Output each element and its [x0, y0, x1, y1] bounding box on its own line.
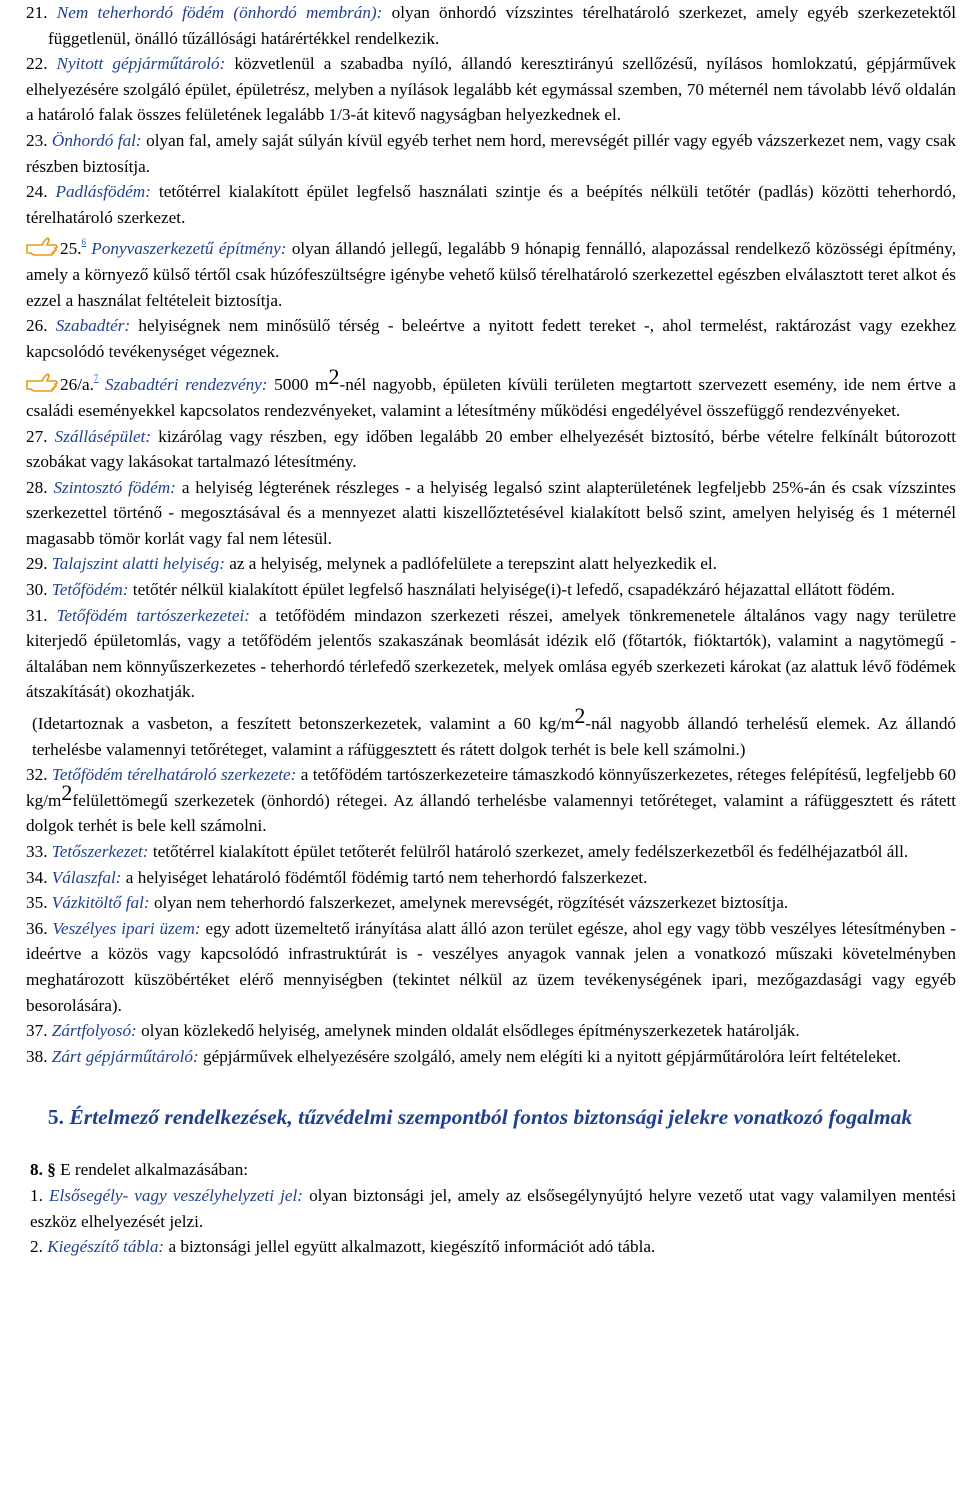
item-2 [4, 1234, 956, 1260]
paragraph-24 [4, 179, 956, 230]
paragraph-31-note [4, 703, 957, 762]
section-symbol: § [47, 1160, 56, 1180]
definition-text: kizárólag vagy részben, egy időben legalább 20 ember elhelyezését biztosító, bérbe vételre felkínált bútorozott szobákat vagy lakásokat tartalmazó létesítmény. [26, 426, 957, 472]
paragraph-number: 33. [26, 842, 48, 861]
superscript: 2 [328, 364, 340, 390]
paragraph-28 [4, 475, 956, 552]
paragraph-number: 27. [26, 426, 48, 446]
paragraph-30 [4, 577, 956, 603]
defined-term: Kiegészítő tábla: [47, 1237, 165, 1257]
paragraph-34 [4, 865, 956, 891]
section-text: E rendelet alkalmazásában: [60, 1160, 249, 1180]
paragraph-37 [4, 1018, 956, 1044]
defined-term: Szabadtér: [55, 316, 131, 336]
superscript: 2 [61, 779, 73, 805]
definition-text: olyan fal, amely saját súlyán kívül egyéb terhet nem hord, merevségét pillér vagy egyéb vázszerkezet nem, vagy csak részben biztosítja. [26, 130, 956, 176]
paragraph-number: 29. [26, 554, 48, 574]
definition-text: a helyiség légterének részleges - a helyiség legalsó szint alapterületének legfeljebb 25%-án és csak vízszintes szerkezettel történő - megosztásával és a mennyezet alatti kiszellőztetésével kialakított belső szint, amelyen helyiség és 1 méternél magasabb tömör korlát vagy fal nem létesül. [26, 477, 957, 548]
paragraph-23 [4, 128, 956, 179]
definition-text: az a helyiség, melynek a padlófelülete a terepszint alatt helyezkedik el. [224, 554, 717, 574]
section-number: 8. [30, 1160, 43, 1180]
defined-term: Önhordó fal: [51, 130, 142, 150]
chapter-heading [4, 1101, 956, 1133]
chapter-number: 5. [47, 1105, 65, 1130]
definition-text: a helyiséget lehatároló födémtől födémig tartó nem teherhordó falszerkezet. [121, 867, 648, 887]
paragraph-number: 31. [26, 605, 48, 625]
paragraph-number: 32. [26, 765, 48, 785]
definition-text: tetőtérrel kialakított épület legfelső használati szintje és a beépítés nélküli tetőtér (padlás) közötti teherhordó, térelhatároló szerkezet. [26, 182, 957, 227]
defined-term: Talajszint alatti helyiség: [51, 554, 225, 574]
paragraph-number: 24. [26, 182, 48, 202]
defined-term: Nyitott gépjárműtároló: [56, 54, 226, 74]
paragraph-number: 26. [26, 316, 48, 336]
paragraph-27 [4, 424, 956, 475]
paragraph-number: 30. [26, 580, 48, 600]
definition-text: tetőtér nélkül kialakított épület legfelső használati helyisége(i)-t lefedő, csapadékzáró héjazattal ellátott födém. [128, 580, 895, 600]
definition-text: 5000 m [267, 375, 329, 395]
paragraph-number: 37. [26, 1021, 48, 1041]
definition-text: felülettömegű szerkezetek (önhordó) rétegei. Az állandó terhelésbe valamennyi tetőréteget, valamint a ráfüggesztett és rátett dolgok terhét is bele kell számolni. [26, 790, 956, 836]
defined-term: Szállásépület: [54, 426, 152, 446]
definition-text: közvetlenül a szabadba nyíló, állandó keresztirányú szellőzésű, nyílásos homlokzatú, gépjárművek elhelyezésére szolgáló épület, épületrész, melyben a nyílások legalább két egymással szemben, 70 méternél nem távolabb lévő oldalán a határoló falak összes felületének legalább 1/3-át kitevő nagyságban helyezkednek el. [26, 54, 956, 125]
paragraph-32 [4, 762, 956, 839]
defined-term: Zártfolyosó: [51, 1021, 137, 1041]
footnote-ref-link[interactable]: 7 [93, 373, 99, 384]
definition-text: olyan állandó jellegű, legalább 9 hónapig fennálló, alapozással rendelkező közösségi építmény, amely a környező külső tértől csak húzófeszültségre igénybe vehető külső térelhatároló szerkezettel egészben elválasztott teret alkot és ezzel a használat feltételeit biztosítja. [26, 239, 956, 310]
definition-text: -nél nagyobb, épületen kívüli területen megtartott szervezett esemény, ide nem értve a családi eseményekkel kapcsolatos rendezvényeket, valamint a létesítmény működési engedélyével összefüggő rendezvényeket. [26, 375, 957, 420]
paragraph-25 [4, 236, 956, 313]
defined-term: Tetőfödém térelhatároló szerkezete: [51, 765, 297, 785]
pointing-hand-icon[interactable] [26, 236, 58, 256]
definition-text: olyan önhordó vízszintes térelhatároló szerkezet, amely egyéb szerkezetektől függetlenül, önálló tűzállósági határértékkel rendelkezik. [48, 3, 956, 48]
definition-text: a tetőfödém tartószerkezeteire támaszkodó könnyűszerkezetes, réteges felépítésű, legfeljebb 60 kg/m [26, 765, 956, 810]
item-number: 2. [30, 1237, 43, 1257]
paragraph-31 [4, 603, 956, 705]
definition-text: a tetőfödém mindazon szerkezeti részei, amelyek tönkremenetele általános vagy nagy területre kiterjedő épületomlás, vagy a tetőfödém jelentős szakaszának beomlását idézik elő (főtartók, fióktartók), valamint a nagytömegű - általában nem könnyűszerkezetes - teherhordó térlefedő szerkezetek, melyek omlása egyéb szerkezeti károkat (az alattuk lévő födémek átszakítását) okozhatják. [26, 605, 956, 702]
paragraph-22 [4, 51, 956, 128]
paragraph-35 [4, 890, 956, 916]
chapter-title: Értelmező rendelkezések, tűzvédelmi szempontból fontos biztonsági jelekre vonatkozó fogalmak [69, 1105, 913, 1130]
defined-term: Szabadtéri rendezvény: [105, 375, 268, 395]
defined-term: Vázkitöltő fal: [51, 893, 150, 913]
pointing-hand-icon[interactable] [26, 372, 58, 392]
superscript: 2 [574, 703, 586, 729]
paragraph-33 [4, 839, 956, 865]
definition-text: olyan biztonsági jel, amely az elsősegélynyújtó helyre vezető utat vagy valamilyen mentési eszköz elhelyezését jelzi. [30, 1185, 956, 1231]
paragraph-26 [4, 313, 956, 364]
defined-term: Tetőfödém: [51, 580, 129, 600]
defined-term: Tetőfödém tartószerkezetei: [56, 605, 250, 625]
paragraph-number: 26/a. [60, 375, 94, 395]
defined-term: Veszélyes ipari üzem: [52, 918, 201, 938]
paragraph-number: 22. [26, 54, 48, 74]
paragraph-29 [4, 551, 956, 577]
paragraph-number: 34. [26, 867, 48, 887]
paragraph-number: 35. [26, 893, 48, 913]
paragraph-26a [4, 364, 957, 423]
definition-text: olyan nem teherhordó falszerkezet, amelynek merevségét, rögzítését vázszerkezet biztosítja. [149, 893, 789, 913]
paragraph-38 [4, 1044, 956, 1070]
note-text: (Idetartoznak a vasbeton, a feszített betonszerkezetek, valamint a 60 kg/m [32, 714, 575, 734]
paragraph-number: 23. [26, 130, 48, 150]
definition-text: tetőtérrel kialakított épület tetőterét felülről határoló szerkezet, amely fedélszerkezetből és fedélhéjazatból áll. [148, 842, 909, 861]
definition-text: helyiségnek nem minősülő térség - beleértve a nyitott fedett tereket -, ahol termelést, raktározást vagy ezekhez kapcsolódó tevékenységet végeznek. [26, 316, 957, 361]
item-1 [4, 1183, 956, 1234]
paragraph-36 [4, 916, 956, 1018]
defined-term: Ponyvaszerkezetű építmény: [91, 239, 287, 259]
defined-term: Szintosztó födém: [53, 477, 176, 497]
defined-term: Elsősegély- vagy veszélyhelyzeti jel: [48, 1185, 303, 1205]
footnote-ref-link[interactable]: 6 [81, 237, 86, 248]
paragraph-number: 38. [26, 1046, 48, 1066]
paragraph-number: 36. [26, 918, 48, 938]
definition-text: gépjárművek elhelyezésére szolgáló, amely nem elégíti ki a nyitott gépjárműtárolóra leírt feltételeket. [198, 1046, 902, 1066]
paragraph-number: 28. [26, 477, 48, 497]
defined-term: Padlásfödém: [55, 182, 151, 202]
defined-term: Tetőszerkezet: [51, 842, 149, 861]
paragraph-number: 21. [26, 3, 48, 22]
item-number: 1. [30, 1185, 43, 1205]
defined-term: Válaszfal: [51, 867, 122, 887]
paragraph-number: 25. [60, 239, 82, 259]
definition-text: egy adott üzemeltető irányítása alatt álló azon terület egésze, ahol egy vagy több veszélyes létesítményben - ideértve a közös vagy kapcsolódó infrastruktúrát is - veszélyes anyagok vannak jelen a vonatkozó műszaki követelményben meghatározott küszöbértéket elérő mennyiségben (tekintet nélkül az üzem tevékenységének ipari, mezőgazdasági vagy egyéb besorolására). [26, 918, 957, 1015]
defined-term: Nem teherhordó födém (önhordó membrán): [56, 3, 383, 22]
section-8 [4, 1157, 956, 1183]
definition-text: olyan közlekedő helyiség, amelynek minden oldalát elsődleges építményszerkezetek határolják. [136, 1021, 800, 1041]
definition-text: a biztonsági jellel együtt alkalmazott, kiegészítő információt adó tábla. [164, 1237, 656, 1257]
defined-term: Zárt gépjárműtároló: [51, 1046, 199, 1066]
note-text: -nál nagyobb állandó terhelésű elemek. Az állandó terhelésbe valamennyi tetőréteget, valamint a ráfüggesztett és rátett dolgok terhét is bele kell számolni.) [32, 714, 957, 759]
paragraph-21 [26, 0, 956, 51]
